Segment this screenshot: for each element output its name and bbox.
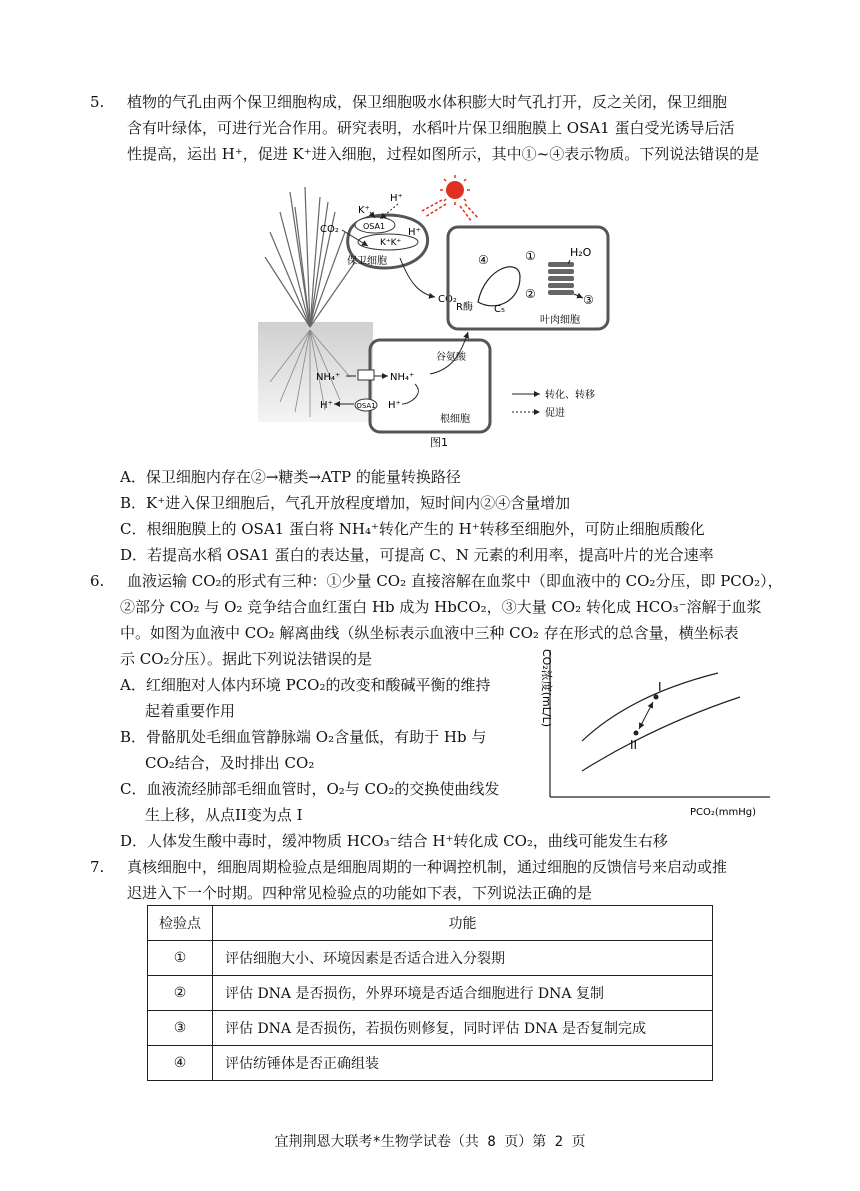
root-cell-outline	[370, 340, 490, 432]
figure-1-caption: 图1	[430, 436, 448, 449]
q5-option-a[interactable]: A．保卫细胞内存在②→糖类→ATP 的能量转换路径	[120, 468, 461, 486]
q7-stem-line-2: 迟进入下一个时期。四种常见检验点的功能如下表，下列说法正确的是	[127, 884, 593, 902]
function-cell: 评估 DNA 是否损伤，若损伤则修复，同时评估 DNA 是否复制完成	[213, 1011, 713, 1046]
q6-option-c[interactable]: C．血液流经肺部毛细血管时，O₂与 CO₂的交换使曲线发	[120, 780, 500, 798]
root-cell-label: 根细胞	[440, 414, 470, 425]
q6-stem-line-1: 血液运输 CO₂的形式有三种：①少量 CO₂ 直接溶解在血浆中（即血液中的 CO₂分压，即 PCO₂），	[127, 572, 783, 590]
page-footer: 宜荆荆恩大联考*生物学试卷（共 8 页）第 2 页	[274, 1134, 586, 1150]
q6-option-b-cont: CO₂结合，及时排出 CO₂	[145, 754, 315, 772]
light-rays	[420, 200, 478, 222]
q6-option-d[interactable]: D．人体发生酸中毒时，缓冲物质 HCO₃⁻结合 H⁺转化成 CO₂，曲线可能发生右移	[120, 832, 668, 850]
nh4-out-label: NH₄⁺	[316, 372, 341, 383]
k-top-label: K⁺	[358, 205, 370, 216]
rice-plant	[265, 187, 355, 327]
q6-stem-line-2: ②部分 CO₂ 与 O₂ 竞争结合血红蛋白 Hb 成为 HbCO₂，③大量 CO₂ 转化成 HCO₃⁻溶解于血浆	[120, 598, 762, 616]
q5-option-d[interactable]: D．若提高水稻 OSA1 蛋白的表达量，可提高 C、N 元素的利用率，提高叶片的光合速率	[120, 546, 714, 564]
co2-left-label: CO₂	[320, 224, 339, 235]
nh4-in-label: NH₄⁺	[390, 372, 415, 383]
co2-mid-label: CO₂	[438, 294, 457, 305]
h-in-label: H⁺	[388, 400, 401, 411]
mesophyll-label: 叶肉细胞	[540, 315, 580, 326]
circle-4-label: ④	[478, 253, 489, 267]
q7-stem-line-1: 真核细胞中，细胞周期检验点是细胞周期的一种调控机制，通过细胞的反馈信号来启动或推	[127, 858, 728, 876]
checkpoint-cell: ①	[148, 941, 213, 976]
co2-dissociation-chart	[530, 645, 780, 820]
point-ii-label: II	[630, 738, 638, 752]
q6-stem-line-3: 中。如图为血液中 CO₂ 解离曲线（纵坐标表示血液中三种 CO₂ 存在形式的总含量，横坐标表	[120, 624, 739, 642]
legend-dotted-label: 促进	[545, 408, 565, 419]
c5-label: C₅	[494, 304, 505, 315]
i-ii-arrow	[639, 702, 653, 729]
checkpoint-cell: ④	[148, 1046, 213, 1081]
h-right-label: H⁺	[408, 227, 421, 238]
glutamate-label: 谷氨酸	[436, 352, 466, 363]
function-cell: 评估纺锤体是否正确组装	[213, 1046, 713, 1081]
q5-stem-line-1: 植物的气孔由两个保卫细胞构成，保卫细胞吸水体积膨大时气孔打开，反之关闭，保卫细胞	[127, 93, 728, 111]
chart-xlabel: PCO₂(mmHg)	[690, 807, 757, 818]
thylakoid-stack	[548, 262, 574, 295]
mesophyll-cell-outline	[448, 227, 608, 329]
h-top-label: H⁺	[390, 193, 403, 204]
r-enzyme-label: R酶	[456, 302, 473, 313]
point-i-marker	[654, 695, 659, 700]
circle-2-label: ②	[525, 287, 536, 301]
q5-number: 5.	[90, 93, 105, 111]
header-function: 功能	[213, 906, 713, 941]
guard-cell-label: 保卫细胞	[347, 256, 387, 267]
h-out-label: H⁺	[320, 400, 333, 411]
q5-option-c[interactable]: C．根细胞膜上的 OSA1 蛋白将 NH₄⁺转化产生的 H⁺转移至细胞外，可防止细胞质酸化	[120, 520, 705, 538]
chart-ylabel: CO₂浓度(mL/L)	[540, 649, 553, 728]
q5-stem-line-3: 性提高，运出 H⁺，促进 K⁺进入细胞，过程如图所示，其中①~④表示物质。下列说法错误的是	[127, 145, 760, 163]
legend-solid-label: 转化、转移	[545, 390, 595, 401]
circle-1-label: ①	[525, 249, 536, 263]
q6-option-b[interactable]: B．骨骼肌处毛细血管静脉端 O₂含量低，有助于 Hb 与	[120, 728, 487, 746]
table-row	[148, 976, 713, 1011]
table-header-row	[148, 906, 713, 941]
table-row	[148, 1046, 713, 1081]
q6-option-c-cont: 生上移，从点II变为点 I	[145, 806, 303, 824]
osa1-root-label: OSA1	[356, 402, 376, 410]
header-checkpoint: 检验点	[148, 906, 213, 941]
kk-label: K⁺K⁺	[380, 238, 402, 248]
lower-curve	[582, 697, 740, 771]
point-i-label: I	[658, 680, 662, 694]
function-cell: 评估 DNA 是否损伤，外界环境是否适合细胞进行 DNA 复制	[213, 976, 713, 1011]
q6-option-a[interactable]: A．红细胞对人体内环境 PCO₂的改变和酸碱平衡的维持	[120, 676, 491, 694]
function-cell: 评估细胞大小、环境因素是否适合进入分裂期	[213, 941, 713, 976]
q6-number: 6.	[90, 572, 105, 590]
q7-number: 7.	[90, 858, 105, 876]
q5-stem-line-2: 含有叶绿体，可进行光合作用。研究表明，水稻叶片保卫细胞膜上 OSA1 蛋白受光诱导后活	[127, 119, 735, 137]
table-row	[148, 941, 713, 976]
q6-stem-line-4: 示 CO₂分压）。据此下列说法错误的是	[120, 650, 373, 668]
checkpoint-table	[147, 905, 713, 1081]
circle-3-label: ③	[583, 293, 594, 307]
osa1-top-label: OSA1	[362, 222, 386, 231]
sun-icon	[446, 181, 464, 199]
table-row	[148, 1011, 713, 1046]
figure-1-diagram	[250, 172, 620, 462]
checkpoint-cell: ②	[148, 976, 213, 1011]
h2o-label: H₂O	[570, 246, 592, 259]
q5-option-b[interactable]: B．K⁺进入保卫细胞后，气孔开放程度增加，短时间内②④含量增加	[120, 494, 571, 512]
point-ii-marker	[634, 731, 639, 736]
checkpoint-cell: ③	[148, 1011, 213, 1046]
q6-option-a-cont: 起着重要作用	[145, 702, 236, 720]
